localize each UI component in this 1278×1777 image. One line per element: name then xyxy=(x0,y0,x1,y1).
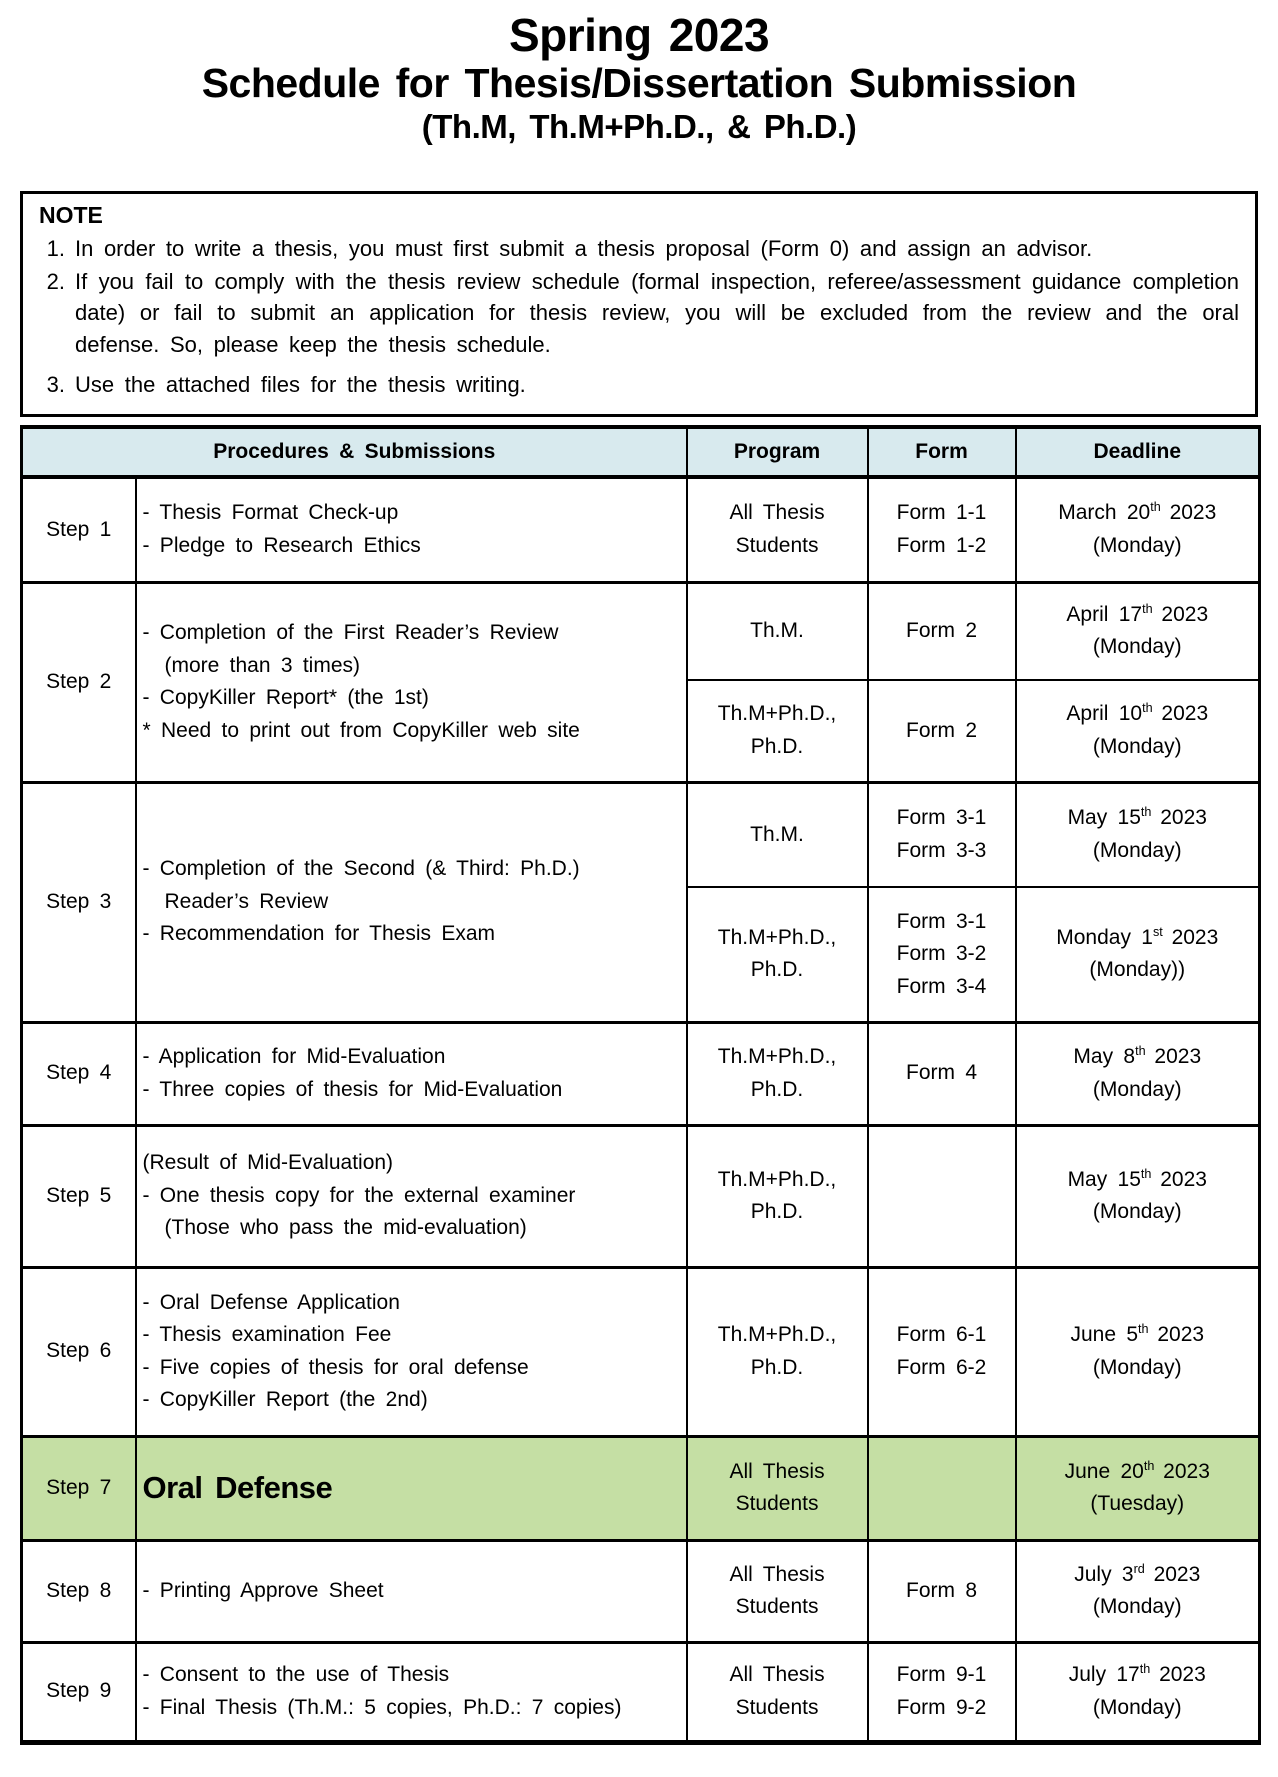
deadline-cell: July 17th 2023 (Monday) xyxy=(1016,1642,1260,1742)
table-row-step-3 xyxy=(22,782,1260,887)
form-cell-empty xyxy=(868,1436,1016,1540)
program-cell: All Thesis Students xyxy=(687,1540,868,1642)
note-item-text: In order to write a thesis, you must first submit a thesis proposal (Form 0) and assign an advisor. xyxy=(75,235,1093,261)
note-item-2 xyxy=(39,266,1239,360)
title-line-semester: Spring 2023 xyxy=(508,9,770,61)
note-box xyxy=(20,191,1258,417)
program-cell: Th.M+Ph.D., Ph.D. xyxy=(687,1125,868,1267)
note-item-number: 3. xyxy=(46,371,65,397)
step-label: Step 2 xyxy=(22,582,136,782)
deadline-cell: April 17th 2023 (Monday) xyxy=(1016,582,1260,680)
table-row-step-1 xyxy=(22,477,1260,582)
note-heading: NOTE xyxy=(39,201,103,228)
step-label: Step 3 xyxy=(22,782,136,1022)
table-row-step-6 xyxy=(22,1267,1260,1436)
program-cell: All Thesis Students xyxy=(687,1642,868,1742)
form-cell: Form 3-1 Form 3-2 Form 3-4 xyxy=(868,887,1016,1022)
title-line-programs: (Th.M, Th.M+Ph.D., & Ph.D.) xyxy=(421,107,857,145)
deadline-cell: March 20th 2023 (Monday) xyxy=(1016,477,1260,582)
form-cell: Form 2 xyxy=(868,582,1016,680)
step-label: Step 1 xyxy=(22,477,136,582)
procedures-cell: - Oral Defense Application - Thesis examination Fee - Five copies of thesis for oral defense - CopyKiller Report (the 2nd) xyxy=(136,1267,687,1436)
table-row-step-7-highlighted xyxy=(22,1436,1260,1540)
form-cell: Form 1-1 Form 1-2 xyxy=(868,477,1016,582)
note-item-1 xyxy=(39,233,1239,264)
step-label: Step 7 xyxy=(22,1436,136,1540)
procedures-cell: - Consent to the use of Thesis - Final Thesis (Th.M.: 5 copies, Ph.D.: 7 copies) xyxy=(136,1642,687,1742)
form-cell: Form 8 xyxy=(868,1540,1016,1642)
procedures-cell: - Completion of the First Reader’s Review (more than 3 times) - CopyKiller Report* (the 1st) * Need to print out from CopyKiller web site xyxy=(136,582,687,782)
program-cell: Th.M+Ph.D., Ph.D. xyxy=(687,1022,868,1125)
program-cell: Th.M. xyxy=(687,582,868,680)
procedures-cell-oral-defense: Oral Defense xyxy=(136,1436,687,1540)
deadline-cell: May 15th 2023 (Monday) xyxy=(1016,782,1260,887)
step-label: Step 9 xyxy=(22,1642,136,1742)
schedule-table xyxy=(20,425,1261,1745)
step-label: Step 4 xyxy=(22,1022,136,1125)
program-cell: Th.M. xyxy=(687,782,868,887)
step-label: Step 8 xyxy=(22,1540,136,1642)
step-label: Step 6 xyxy=(22,1267,136,1436)
program-cell: Th.M+Ph.D., Ph.D. xyxy=(687,1267,868,1436)
note-item-number: 1. xyxy=(46,235,65,261)
form-cell-empty xyxy=(868,1125,1016,1267)
procedures-cell: (Result of Mid-Evaluation) - One thesis copy for the external examiner (Those who pass the mid-evaluation) xyxy=(136,1125,687,1267)
procedures-cell: - Completion of the Second (& Third: Ph.D.) Reader’s Review - Recommendation for Thesis Exam xyxy=(136,782,687,1022)
table-header-row xyxy=(22,427,1260,477)
step-label: Step 5 xyxy=(22,1125,136,1267)
table-row-step-9 xyxy=(22,1642,1260,1742)
header-program: Program xyxy=(687,427,868,477)
table-row-step-4 xyxy=(22,1022,1260,1125)
form-cell: Form 3-1 Form 3-3 xyxy=(868,782,1016,887)
table-row-step-8 xyxy=(22,1540,1260,1642)
deadline-cell: May 15th 2023 (Monday) xyxy=(1016,1125,1260,1267)
procedures-cell: - Printing Approve Sheet xyxy=(136,1540,687,1642)
deadline-cell: April 10th 2023 (Monday) xyxy=(1016,680,1260,782)
deadline-cell: July 3rd 2023 (Monday) xyxy=(1016,1540,1260,1642)
note-item-text: If you fail to comply with the thesis review schedule (formal inspection, referee/assessment guidance completion date) or fail to submit an application for thesis review, you will be excluded from the review and the oral defense. So, please keep the thesis schedule. xyxy=(75,269,1239,357)
deadline-cell: Monday 1st 2023 (Monday)) xyxy=(1016,887,1260,1022)
table-row-step-5 xyxy=(22,1125,1260,1267)
header-procedures: Procedures & Submissions xyxy=(22,427,687,477)
procedures-cell: - Thesis Format Check-up - Pledge to Research Ethics xyxy=(136,477,687,582)
deadline-cell: May 8th 2023 (Monday) xyxy=(1016,1022,1260,1125)
note-item-3 xyxy=(39,369,1239,400)
form-cell: Form 6-1 Form 6-2 xyxy=(868,1267,1016,1436)
deadline-cell: June 5th 2023 (Monday) xyxy=(1016,1267,1260,1436)
program-cell: Th.M+Ph.D., Ph.D. xyxy=(687,680,868,782)
document-title xyxy=(20,10,1258,147)
header-deadline: Deadline xyxy=(1016,427,1260,477)
form-cell: Form 4 xyxy=(868,1022,1016,1125)
program-cell: All Thesis Students xyxy=(687,1436,868,1540)
form-cell: Form 9-1 Form 9-2 xyxy=(868,1642,1016,1742)
procedures-cell: - Application for Mid-Evaluation - Three copies of thesis for Mid-Evaluation xyxy=(136,1022,687,1125)
note-item-text: Use the attached files for the thesis writing. xyxy=(75,371,526,397)
program-cell: All Thesis Students xyxy=(687,477,868,582)
table-row-step-2 xyxy=(22,582,1260,680)
note-item-number: 2. xyxy=(46,269,65,295)
title-line-main: Schedule for Thesis/Dissertation Submission xyxy=(201,59,1077,106)
deadline-cell: June 20th 2023 (Tuesday) xyxy=(1016,1436,1260,1540)
program-cell: Th.M+Ph.D., Ph.D. xyxy=(687,887,868,1022)
header-form: Form xyxy=(868,427,1016,477)
form-cell: Form 2 xyxy=(868,680,1016,782)
